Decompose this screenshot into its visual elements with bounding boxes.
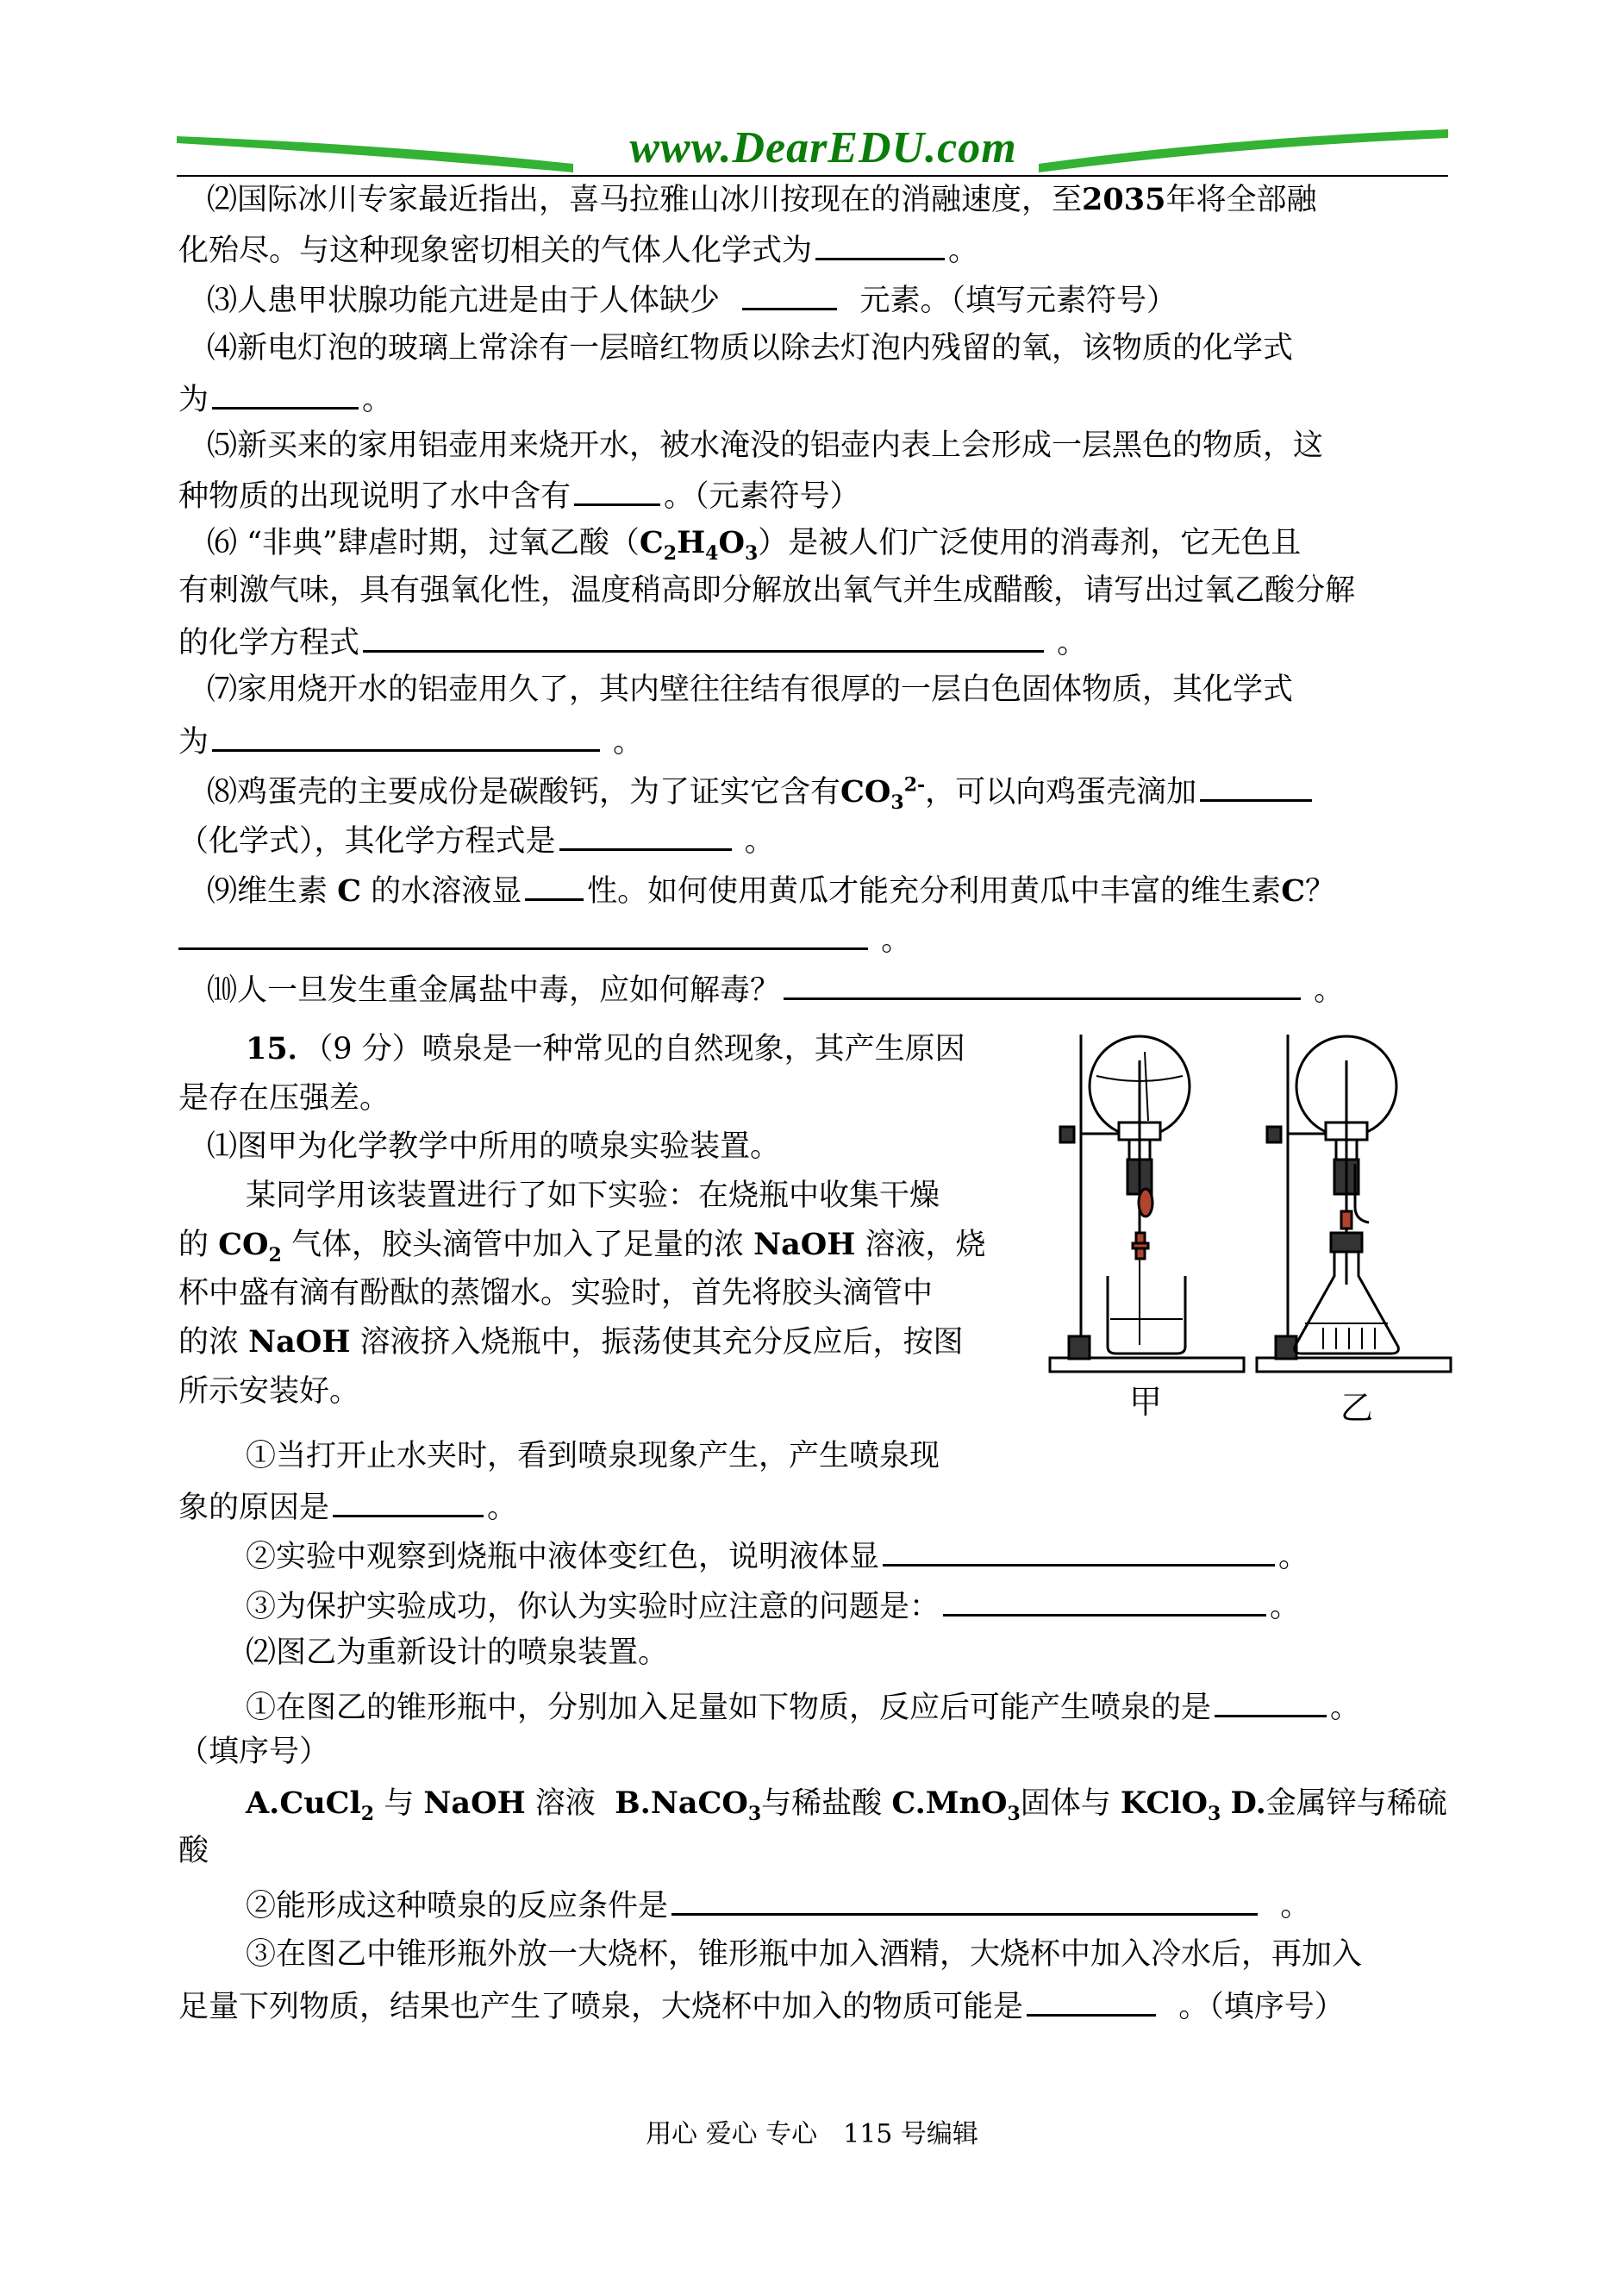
q15-line3: ⑴图甲为化学教学中所用的喷泉实验装置。 [207,1129,781,1164]
answer-blank[interactable] [212,378,359,410]
q5-line2: 种物质的出现说明了水中含有 。（元素符号） [178,474,860,516]
q15-line2: 是存在压强差。 [178,1081,390,1116]
q15-j3-line1: ③在图乙中锥形瓶外放一大烧杯，锥形瓶中加入酒精，大烧杯中加入冷水后，再加入 [246,1937,1363,1972]
q15-i2-line: ②实验中观察到烧瓶中液体变红色，说明液体显 。 [246,1535,1309,1576]
q7-line2: 为 。 [178,720,643,761]
q15-line5: 的 $CO_2$ 气体，胶头滴管中加入了足量的浓 NaOH 溶液，烧 [178,1227,986,1266]
q10-line: ⑽人一旦发生重金属盐中毒，应如何解毒？ 。 [207,968,1344,1010]
q15-options-cont: 酸 [178,1834,209,1868]
answer-blank[interactable] [742,278,837,310]
header-banner [177,121,1448,181]
site-logo: www.DearEDU.com [629,123,1017,172]
q5-line1: ⑸新买来的家用铝壶用来烧开水，被水淹没的铝壶内表上会形成一层黑色的物质，这 [207,428,1324,463]
answer-blank[interactable] [815,228,945,260]
q15-j1-line2: （填序号） [178,1735,330,1769]
answer-blank[interactable] [1027,1985,1156,2017]
q15-line1: 15．（9 分）喷泉是一种常见的自然现象，其产生原因 [246,1031,965,1066]
q6-line1: ⑹ “非典”肆虐时期，过氧乙酸$(C_2H_4O_3)$是被人们广泛使用的消毒剂，它无色且 [207,525,1302,565]
q15-line8: 所示安装好。 [178,1374,360,1409]
q4-line1: ⑷新电灯泡的玻璃上常涂有一层暗红物质以除去灯泡内残留的氧，该物质的化学式 [207,331,1294,366]
q2-line2: 化殆尽。与这种现象密切相关的气体人化学式为 。 [178,228,978,270]
answer-blank[interactable] [943,1585,1266,1617]
answer-blank[interactable] [525,869,584,901]
figure-label-jia: 甲 [1129,1383,1163,1421]
page-footer: 用心 爱心 专心 115 号编辑 [646,2119,978,2149]
q15-line7: 的浓 NaOH 溶液挤入烧瓶中，振荡使其充分反应后，按图 [178,1324,964,1360]
answer-blank[interactable] [212,720,600,752]
q15-j3-line2: 足量下列物质，结果也产生了喷泉，大烧杯中加入的物质可能是 。（填序号） [178,1985,1345,2026]
q15-i1-line1: ①当打开止水夹时，看到喷泉现象产生，产生喷泉现 [246,1439,940,1473]
answer-blank[interactable] [1200,770,1312,802]
q2-line1: ⑵国际冰川专家最近指出，喜马拉雅山冰川按现在的消融速度，至2035年将全部融 [207,182,1317,217]
q15-i1-line2: 象的原因是 。 [178,1485,517,1527]
answer-blank[interactable] [671,1884,1258,1916]
q4-line2: 为 。 [178,378,392,419]
fountain-apparatus-figure [1043,1026,1474,1431]
answer-blank[interactable] [363,621,1044,653]
q6-line3: 的化学方程式 。 [178,621,1087,662]
q15-options-line: A.CuCl$_2$ 与 NaOH 溶液 B.NaCO$_3$与稀盐酸 C.MnO$_3$固体与 KClO$_3$ D.金属锌与稀硫 [246,1785,1447,1825]
q8-line2: （化学式），其化学方程式是 。 [178,819,775,860]
answer-blank[interactable] [784,968,1301,1000]
q15-p7-line: ⑵图乙为重新设计的喷泉装置。 [246,1635,669,1670]
answer-blank[interactable] [559,819,732,851]
q9-line1: ⑼维生素 C 的水溶液显 性。如何使用黄瓜才能充分利用黄瓜中丰富的维生素C？ [207,869,1335,910]
q15-j2-line: ②能形成这种喷泉的反应条件是 。 [246,1884,1310,1925]
answer-blank[interactable] [333,1485,484,1517]
q6-line2: 有刺激气味，具有强氧化性，温度稍高即分解放出氧气并生成醋酸，请写出过氧乙酸分解 [178,573,1356,608]
q3-line: ⑶人患甲状腺功能亢进是由于人体缺少 元素。（填写元素符号） [207,278,1177,320]
apparatus-diagram [1043,1026,1474,1431]
answer-blank[interactable] [1215,1685,1327,1717]
q15-i3-line: ③为保护实验成功，你认为实验时应注意的问题是： 。 [246,1585,1300,1626]
q9-line2: 。 [178,918,911,960]
answer-blank[interactable] [178,918,868,950]
q8-line1: ⑻鸡蛋壳的主要成份是碳酸钙，为了证实它含有$CO_3^{2-}$，可以向鸡蛋壳滴加 [207,770,1315,811]
figure-label-yi: 乙 [1340,1389,1374,1427]
q7-line1: ⑺家用烧开水的铝壶用久了，其内壁往往结有很厚的一层白色固体物质，其化学式 [207,672,1294,707]
q15-line6: 杯中盛有滴有酚酞的蒸馏水。实验时，首先将胶头滴管中 [178,1276,934,1310]
q15-j1-line1: ①在图乙的锥形瓶中，分别加入足量如下物质，反应后可能产生喷泉的是 。 [246,1685,1360,1727]
answer-blank[interactable] [883,1535,1275,1566]
answer-blank[interactable] [574,474,660,506]
q15-line4: 某同学用该装置进行了如下实验：在烧瓶中收集干燥 [246,1179,940,1213]
